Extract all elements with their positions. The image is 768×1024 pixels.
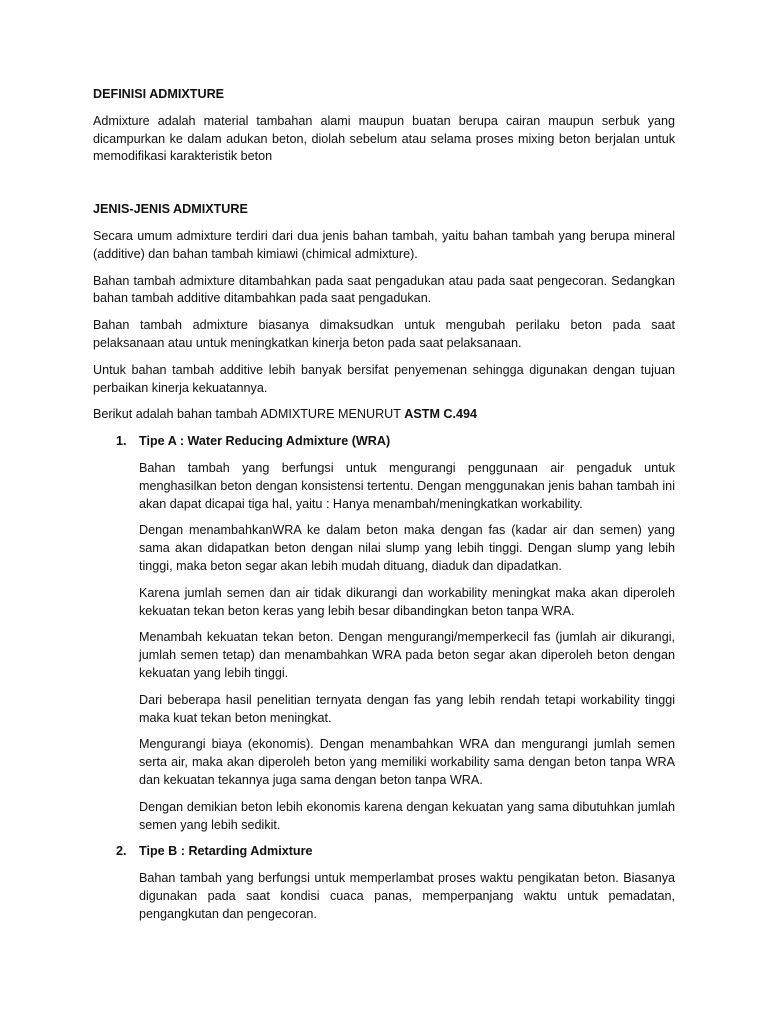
jenis-paragraph: Untuk bahan tambah additive lebih banyak bersifat penyemenan sehingga digunakan dengan tujuan perbaikan kinerja kekuatannya. [93,362,675,395]
type-title-text: Tipe A : Water Reducing Admixture (WRA) [139,434,391,449]
jenis-paragraph: Bahan tambah admixture ditambahkan pada saat pengadukan atau pada saat pengecoran. Sedangkan bahan tambah additive ditambahkan pada saat pengadukan. [93,273,675,306]
type-a-paragraph: Menambah kekuatan tekan beton. Dengan mengurangi/memperkecil fas (jumlah air dikurangi, jumlah semen tetap) dan menambahkan WRA pada beton segar akan diperoleh beton dengan kekuatan yang lebih tinggi. [139,630,675,680]
type-a-paragraph: Mengurangi biaya (ekonomis). Dengan menambahkan WRA dan mengurangi jumlah semen serta air, maka akan diperoleh beton yang memiliki workability sama dengan beton tanpa WRA dan kekuatan tekannya juga sama dengan beton tanpa WRA. [139,737,675,787]
type-b-title [93,843,675,861]
section-heading-jenis: JENIS-JENIS ADMIXTURE [93,202,248,217]
section-spacer [93,175,675,201]
jenis-paragraph: Bahan tambah admixture biasanya dimaksudkan untuk mengubah perilaku beton pada saat pelaksanaan atau untuk meningkatkan kinerja beton pada saat pelaksanaan. [93,318,675,350]
list-number: 1. [116,434,127,449]
type-a-paragraph: Dari beberapa hasil penelitian ternyata dengan fas yang lebih rendah tetapi workability tinggi maka kuat tekan beton meningkat. [139,692,675,725]
document-page [93,86,675,932]
definition-paragraph: Admixture adalah material tambahan alami maupun buatan berupa cairan maupun serbuk yang dicampurkan ke dalam adukan beton, diolah sebelum atau selama proses mixing beton berjalan untuk memodifikasi karakteristik beton [93,113,675,164]
type-a-paragraph: Dengan demikian beton lebih ekonomis karena dengan kekuatan yang sama dibutuhkan jumlah semen yang lebih sedikit. [139,799,675,832]
type-a-paragraph: Dengan menambahkanWRA ke dalam beton maka dengan fas (kadar air dan semen) yang sama akan didapatkan beton dengan nilai slump yang lebih tinggi. Dengan slump yang lebih tinggi, maka beton segar akan lebih mudah dituang, diaduk dan dipadatkan. [139,523,675,573]
jenis-paragraph: Secara umum admixture terdiri dari dua jenis bahan tambah, yaitu bahan tambah yang berupa mineral (additive) dan bahan tambah kimiawi (chimical admixture). [93,228,675,261]
type-a-body [93,460,675,834]
astm-standard-label: ASTM C.494 [404,407,478,422]
type-b-body [93,870,675,923]
type-a-paragraph: Bahan tambah yang berfungsi untuk mengurangi penggunaan air pengaduk untuk menghasilkan beton dengan konsistensi tertentu. Dengan menggunakan jenis bahan tambah ini akan dapat dicapai tiga hal, yaitu : Hanya menambah/meningkatkan workability. [139,460,675,511]
astm-intro-text: Berikut adalah bahan tambah ADMIXTURE MENURUT [93,407,405,422]
type-title-text: Tipe B : Retarding Admixture [139,844,313,859]
section-heading-definisi: DEFINISI ADMIXTURE [93,87,225,101]
type-b-paragraph: Bahan tambah yang berfungsi untuk memperlambat proses waktu pengikatan beton. Biasanya digunakan pada saat kondisi cuaca panas, memperpanjang waktu untuk pemadatan, pengangkutan dan pengecoran. [139,871,675,921]
list-number: 2. [116,844,127,859]
type-a-title [93,433,675,451]
astm-intro-line [93,406,675,424]
type-a-paragraph: Karena jumlah semen dan air tidak dikurangi dan workability meningkat maka akan diperoleh kekuatan tekan beton keras yang lebih besar dibandingkan beton tanpa WRA. [139,585,675,618]
